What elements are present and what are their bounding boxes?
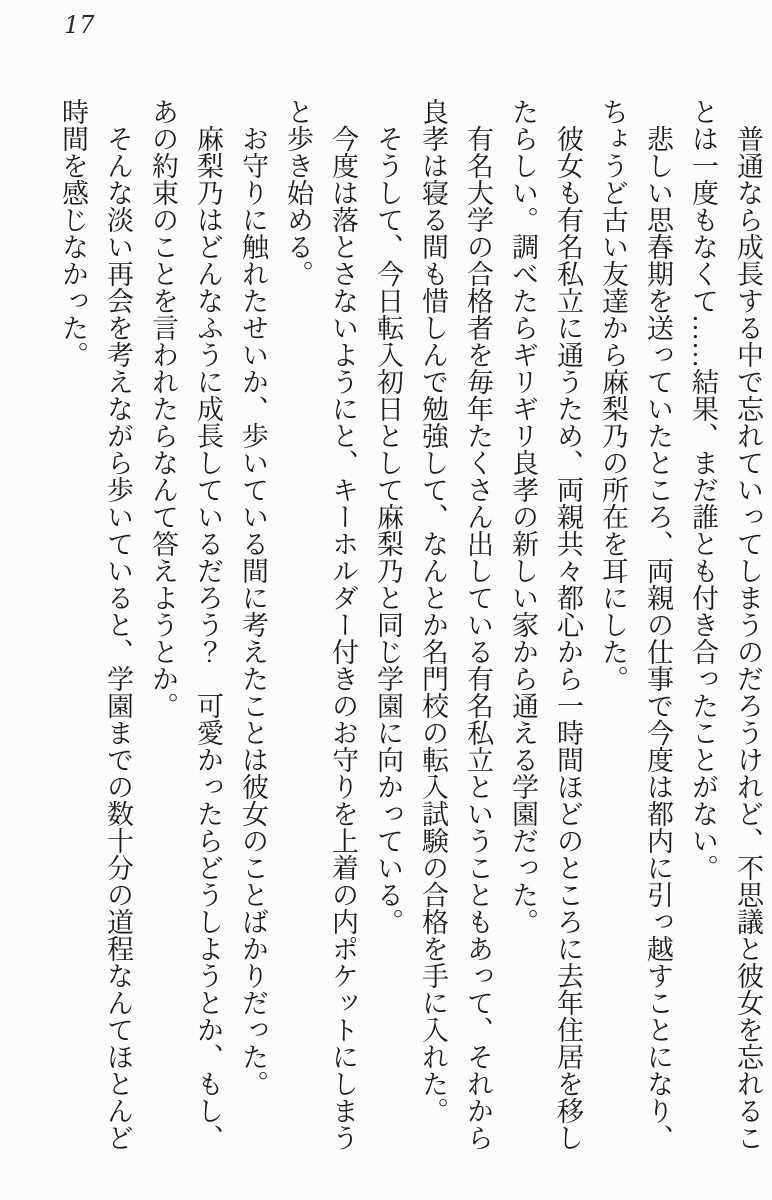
- paragraph: 彼女も有名私立に通うため、両親共々都心から一時間ほどのところに去年住居を移したらしい。調べたらギリギリ良孝の新しい家から通える学園だった。: [508, 98, 583, 1151]
- paragraph: 有名大学の合格者を毎年たくさん出している有名私立ということもあって、それから良孝は寝る間も惜しんで勉強して、なんとか名門校の転入試験の合格を手に入れた。: [418, 98, 493, 1151]
- paragraph: お守りに触れたせいか、歩いている間に考えたことは彼女のことばかりだった。: [238, 125, 268, 1097]
- paragraph: そんな淡い再会を考えながら歩いていると、学園までの数十分の道程なんてほとんど時間を感じなかった。: [58, 98, 133, 1151]
- vertical-text-block: [50, 98, 770, 1153]
- paragraph: 悲しい思春期を送っていたところ、両親の仕事で今度は都内に引っ越すことになり、ちょうど古い友達から麻梨乃の所在を耳にした。: [598, 98, 673, 1151]
- paragraph: 麻梨乃はどんなふうに成長しているだろう？ 可愛かったらどうしようとか、もし、あの約束のことを言われたらなんて答えようとか。: [148, 98, 223, 1151]
- paragraph: 今度は落とさないようにと、キーホルダー付きのお守りを上着の内ポケットにしまうと歩き始める。: [283, 98, 358, 1151]
- paragraph: 普通なら成長する中で忘れていってしまうのだろうけれど、不思議と彼女を忘れることは一度もなくて……結果、まだ誰とも付き合ったことがない。: [688, 98, 763, 1151]
- page-number: 17: [64, 11, 95, 39]
- paragraph: そうして、今日転入初日として麻梨乃と同じ学園に向かっている。: [373, 125, 403, 935]
